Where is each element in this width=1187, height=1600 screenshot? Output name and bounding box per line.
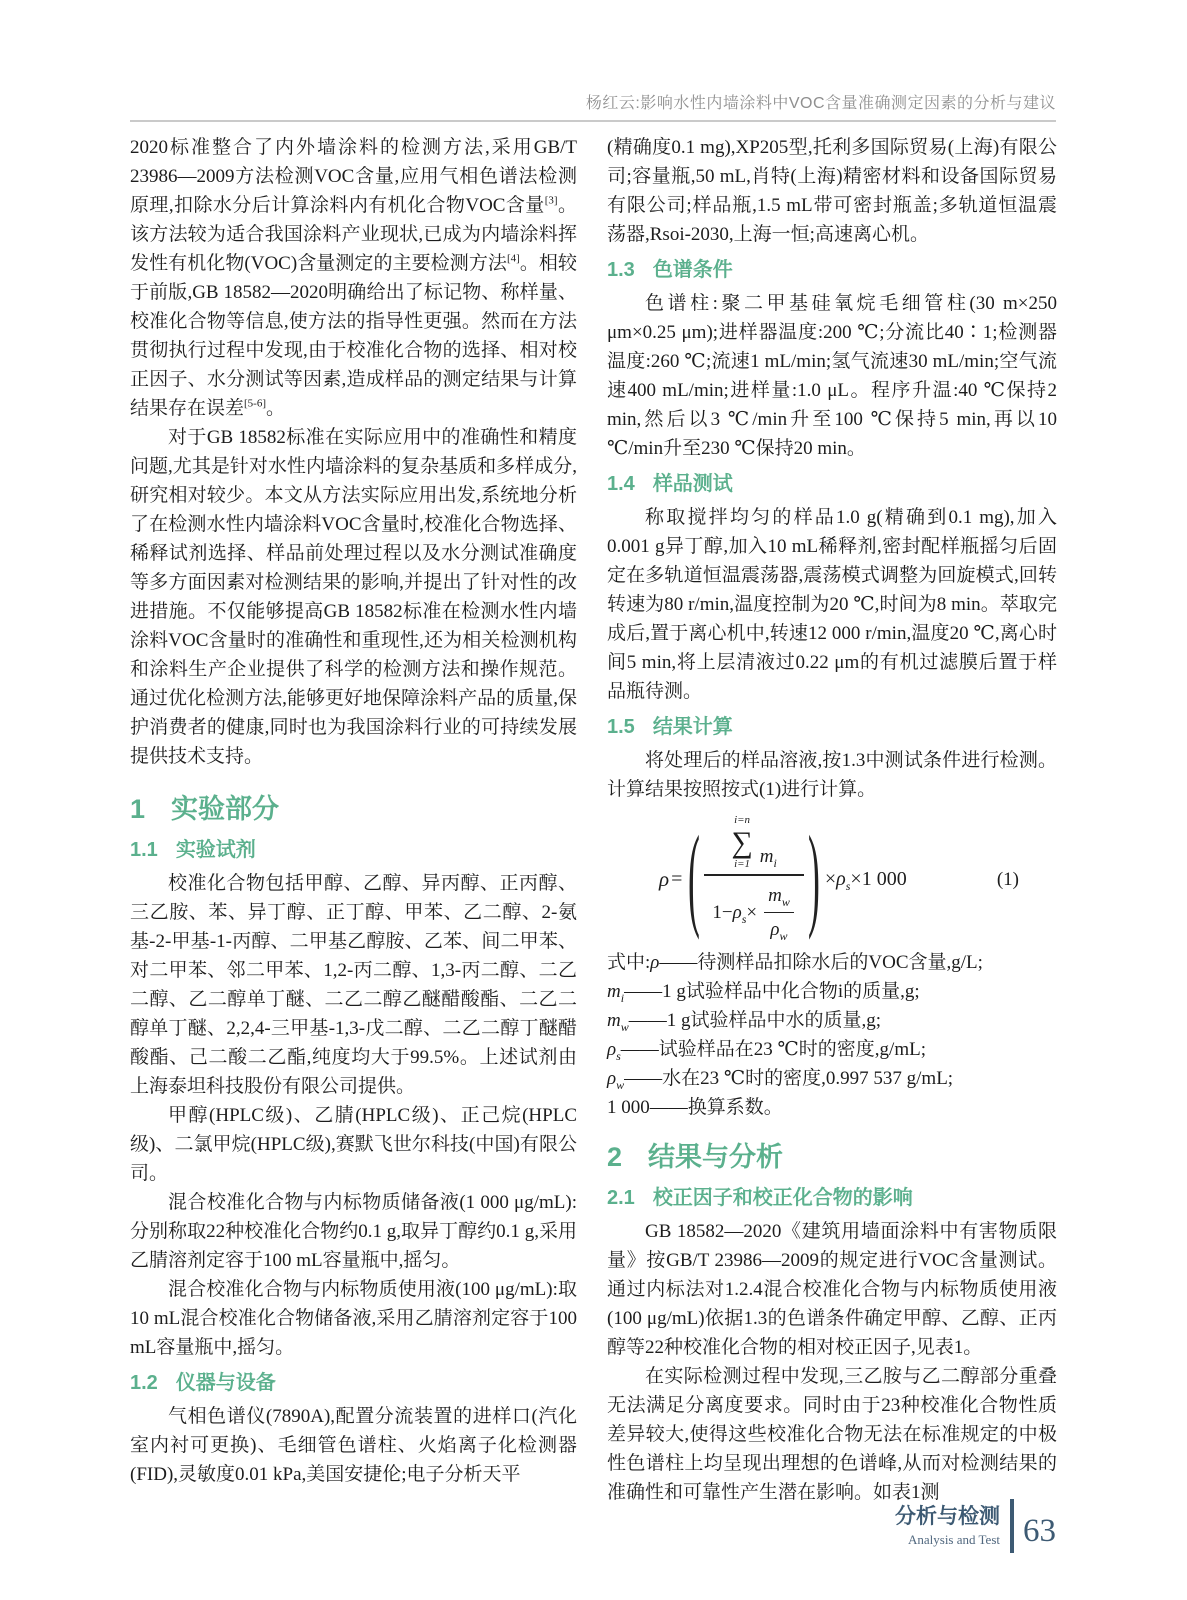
section-heading-1-5 <box>607 714 1057 741</box>
subscript: i <box>773 855 777 870</box>
main-fraction <box>704 814 803 944</box>
paragraph-instruments-cont: (精确度0.1 mg),XP205型,托利多国际贸易(上海)有限公司;容量瓶,50 mL,肖特(上海)精密材料和设备国际贸易有限公司;样品瓶,1.5 mL带可密封瓶盖;多轨道恒温震荡器,Rsoi-2030,上海一恒;高速离心机。 <box>607 137 1057 245</box>
definition-line <box>607 1035 1057 1064</box>
sum-lower-limit: i=1 <box>734 858 751 871</box>
text-run: 。相较于前版,GB 18582—2020明确给出了标记物、称样量、校准化合物等信息,使方法的指导性更强。然而在方法贯彻执行过程中发现,由于校准化合物的选择、相对校正因子、水分测试等因素,造成样品的测定结果与计算结果存在误差 <box>130 253 577 419</box>
times-sign: × <box>746 901 758 923</box>
symbol: m <box>607 981 621 1002</box>
section-heading-1 <box>130 792 577 826</box>
footer-section-labels <box>895 1505 1000 1548</box>
variable-symbol <box>607 1097 650 1118</box>
page-footer <box>895 1495 1056 1557</box>
variable-symbol <box>607 1068 625 1092</box>
subscript: s <box>616 1048 621 1063</box>
definition-text: ——1 g试验样品中水的质量,g; <box>628 1010 882 1031</box>
fraction-numerator <box>721 814 786 874</box>
paragraph-reagents: 校准化合物包括甲醇、乙醇、异丙醇、正丙醇、三乙胺、苯、异丁醇、正丁醇、甲苯、乙二醇、2-氨基-2-甲基-1-丙醇、二甲基乙醇胺、乙苯、间二甲苯、对二甲苯、邻二甲苯、1,2-丙二醇、1,3-丙二醇、二乙二醇、乙二醇单丁醚、二乙二醇乙醚醋酸酯、二乙二醇单丁醚、2,2,4-三甲基-1,3-戊二醇、二乙二醇丁醚醋酸酯、己二酸二乙酯,纯度均大于99.5%。上述试剂由上海泰坦科技股份有限公司提供。 <box>130 873 577 1097</box>
section-heading-1-1 <box>130 837 577 864</box>
variable-symbol <box>607 1039 621 1063</box>
paragraph-calculation: 将处理后的样品溶液,按1.3中测试条件进行检测。计算结果按照按式(1)进行计算。 <box>607 750 1057 800</box>
rho-s-symbol <box>836 867 851 893</box>
symbol: ρ <box>836 867 846 890</box>
inner-fraction <box>762 881 796 944</box>
subscript: w <box>779 928 788 943</box>
section-title: 校正因子和校正化合物的影响 <box>652 1187 913 1209</box>
paragraph-results-1: GB 18582—2020《建筑用墙面涂料中有害物质限量》按GB/T 23986—2009的规定进行VOC含量测试。通过内标法对1.2.4混合校准化合物与内标物质使用液(100 μg/mL)依据1.3的色谱条件确定甲醇、乙醇、正丙醇等22种校准化合物的相对校正因子,见表1。 <box>607 1221 1057 1358</box>
mass-w-symbol <box>762 881 796 912</box>
subscript: w <box>616 1077 625 1092</box>
section-number: 2.1 <box>607 1187 635 1209</box>
column-left <box>130 133 577 1489</box>
section-number: 1.4 <box>607 473 635 495</box>
symbol: m <box>759 845 774 867</box>
sigma-symbol: ∑ <box>731 825 753 859</box>
definition-line <box>607 1006 1057 1035</box>
section-heading-1-2 <box>130 1370 577 1397</box>
definition-text: ——1 g试验样品中化合物i的质量,g; <box>624 981 920 1002</box>
section-title: 色谱条件 <box>652 259 733 281</box>
paragraph-solvents: 甲醇(HPLC级)、乙腈(HPLC级)、正己烷(HPLC级)、二氯甲烷(HPLC级),赛默飞世尔科技(中国)有限公司。 <box>130 1105 577 1184</box>
equation-rhs <box>825 865 907 894</box>
times-sign: × <box>824 867 837 890</box>
mass-i-symbol <box>760 842 777 871</box>
equation-1 <box>607 814 1057 943</box>
symbol: ρ <box>770 918 780 940</box>
section-title: 结果与分析 <box>648 1142 784 1172</box>
section-title: 样品测试 <box>652 473 733 495</box>
one-minus: 1− <box>712 901 733 923</box>
rho-s-symbol <box>733 898 747 927</box>
symbol: 1 000 <box>607 1097 650 1118</box>
section-heading-1-4 <box>607 471 1057 498</box>
section-title: 仪器与设备 <box>175 1372 276 1394</box>
constant: 1 000 <box>861 867 907 890</box>
paragraph-sample-test: 称取搅拌均匀的样品1.0 g(精确到0.1 mg),加入0.001 g异丁醇,加入10 mL稀释剂,密封配样瓶摇匀后固定在多轨道恒温震荡器,震荡模式调整为回旋模式,回转转速为80 r/min,温度控制为20 ℃,时间为8 min。萃取完成后,置于离心机中,转速12 000 r/min,温度20 ℃,离心时间5 min,将上层清液过0.22 μm的有机过滤膜后置于样品瓶待测。 <box>607 507 1057 702</box>
symbol: ρ <box>607 1068 617 1089</box>
footer-divider-bar <box>1010 1499 1014 1553</box>
citation-ref: [5-6] <box>244 397 267 410</box>
definition-line <box>607 948 1057 977</box>
symbol: ρ <box>650 952 660 973</box>
page-number: 63 <box>1023 1512 1056 1549</box>
times-sign: × <box>850 867 862 890</box>
summation <box>731 814 752 871</box>
definition-line <box>607 1064 1057 1093</box>
section-number: 1.3 <box>607 259 635 281</box>
equation-lhs-symbol: ρ <box>659 866 670 891</box>
subscript: s <box>845 878 851 893</box>
paragraph-instruments: 气相色谱仪(7890A),配置分流装置的进样口(汽化室内衬可更换)、毛细管色谱柱、火焰离子化检测器(FID),灵敏度0.01 kPa,美国安捷伦;电子分析天平 <box>130 1406 577 1485</box>
section-number: 1.1 <box>130 839 158 861</box>
footer-section-en: Analysis and Test <box>907 1531 1000 1547</box>
section-title: 结果计算 <box>652 716 733 738</box>
paragraph-intro-1 <box>130 133 577 423</box>
definition-line <box>607 977 1057 1006</box>
text-run: 。该方法较为适合我国涂料产业现状,已成为内墙涂料挥发性有机化物(VOC)含量测定的主要检测方法 <box>130 195 577 274</box>
where-prefix: 式中: <box>607 952 651 973</box>
variable-definitions <box>607 948 1057 1122</box>
section-number: 1.2 <box>130 1372 158 1394</box>
citation-ref: [3] <box>544 194 558 207</box>
variable-symbol <box>607 1010 629 1034</box>
variable-symbol <box>607 981 625 1005</box>
rho-w-symbol <box>764 912 793 944</box>
paragraph-stock-solution: 混合校准化合物与内标物质储备液(1 000 μg/mL):分别称取22种校准化合物约0.1 g,取异丁醇约0.1 g,采用乙腈溶剂定容于100 mL容量瓶中,摇匀。 <box>130 1192 577 1271</box>
equation-number: (1) <box>996 868 1019 890</box>
sum-upper-limit: i=n <box>734 814 751 827</box>
close-paren: ) <box>807 815 820 943</box>
open-paren: ( <box>688 815 701 943</box>
citation-ref: [4] <box>506 252 520 265</box>
footer-section-cn: 分析与检测 <box>895 1504 1000 1528</box>
section-heading-1-3 <box>607 257 1057 284</box>
fraction-denominator <box>704 874 803 944</box>
symbol: m <box>607 1010 621 1031</box>
paragraph-gc-conditions: 色谱柱:聚二甲基硅氧烷毛细管柱(30 m×250 μm×0.25 μm);进样器温度:200 ℃;分流比40∶1;检测器温度:260 ℃;流速1 mL/min;氢气流速30 mL/min;空气流速400 mL/min;进样量:1.0 μL。程序升温:40 ℃保持2 min,然后以3 ℃/min升至100 ℃保持5 min,再以10 ℃/min升至230 ℃保持20 min。 <box>607 293 1057 459</box>
symbol: ρ <box>732 901 742 923</box>
subscript: s <box>741 911 747 926</box>
column-right <box>607 133 1057 1507</box>
definition-line <box>607 1093 1057 1122</box>
running-title: 杨红云:影响水性内墙涂料中VOC含量准确测定因素的分析与建议 <box>585 95 1056 112</box>
paragraph-intro-2: 对于GB 18582标准在实际应用中的准确性和精度问题,尤其是针对水性内墙涂料的复杂基质和多样成分,研究相对较少。本文从方法实际应用出发,系统地分析了在检测水性内墙涂料VOC含量时,校准化合物选择、稀释试剂选择、样品前处理过程以及水分测试准确度等多方面因素对检测结果的影响,并提出了针对性的改进措施。不仅能够提高GB 18582标准在检测水性内墙涂料VOC含量时的准确性和重现性,还为相关检测机构和涂料生产企业提供了科学的检测方法和操作规范。通过优化检测方法,能够更好地保障涂料产品的质量,保护消费者的健康,同时也为我国涂料行业的可持续发展提供技术支持。 <box>130 427 577 767</box>
definition-text: ——试验样品在23 ℃时的密度,g/mL; <box>620 1039 926 1060</box>
definition-text: ——换算系数。 <box>649 1097 783 1118</box>
equals-sign: = <box>671 867 683 890</box>
definition-text: ——待测样品扣除水后的VOC含量,g/L; <box>659 952 983 973</box>
section-number: 1.5 <box>607 716 635 738</box>
text-run: 。 <box>266 398 286 419</box>
subscript: w <box>781 894 790 909</box>
section-number: 1 <box>130 794 146 824</box>
definition-text: ——水在23 ℃时的密度,0.997 537 g/mL; <box>624 1068 954 1089</box>
section-heading-2-1 <box>607 1185 1057 1212</box>
section-heading-2 <box>607 1140 1057 1174</box>
section-title: 实验试剂 <box>175 839 256 861</box>
symbol: ρ <box>607 1039 617 1060</box>
paragraph-results-2: 在实际检测过程中发现,三乙胺与乙二醇部分重叠无法满足分离度要求。同时由于23种校准化合物性质差异较大,使得这些校准化合物无法在标准规定的中极性色谱柱上均呈现出理想的色谱峰,从而对检测结果的准确性和可靠性产生潜在影响。如表1测 <box>607 1366 1057 1503</box>
section-number: 2 <box>607 1142 623 1172</box>
subscript: w <box>620 1019 629 1034</box>
symbol: m <box>768 884 782 906</box>
text-run: 2020标准整合了内外墙涂料的检测方法,采用GB/T 23986—2009方法检测VOC含量,应用气相色谱法检测原理,扣除水分后计算涂料内有机化合物VOC含量 <box>130 137 577 216</box>
paragraph-working-solution: 混合校准化合物与内标物质使用液(100 μg/mL):取10 mL混合校准化合物储备液,采用乙腈溶剂定容于100 mL容量瓶中,摇匀。 <box>130 1279 577 1358</box>
section-title: 实验部分 <box>171 794 280 824</box>
subscript: i <box>620 990 625 1005</box>
header-rule <box>130 120 1056 122</box>
